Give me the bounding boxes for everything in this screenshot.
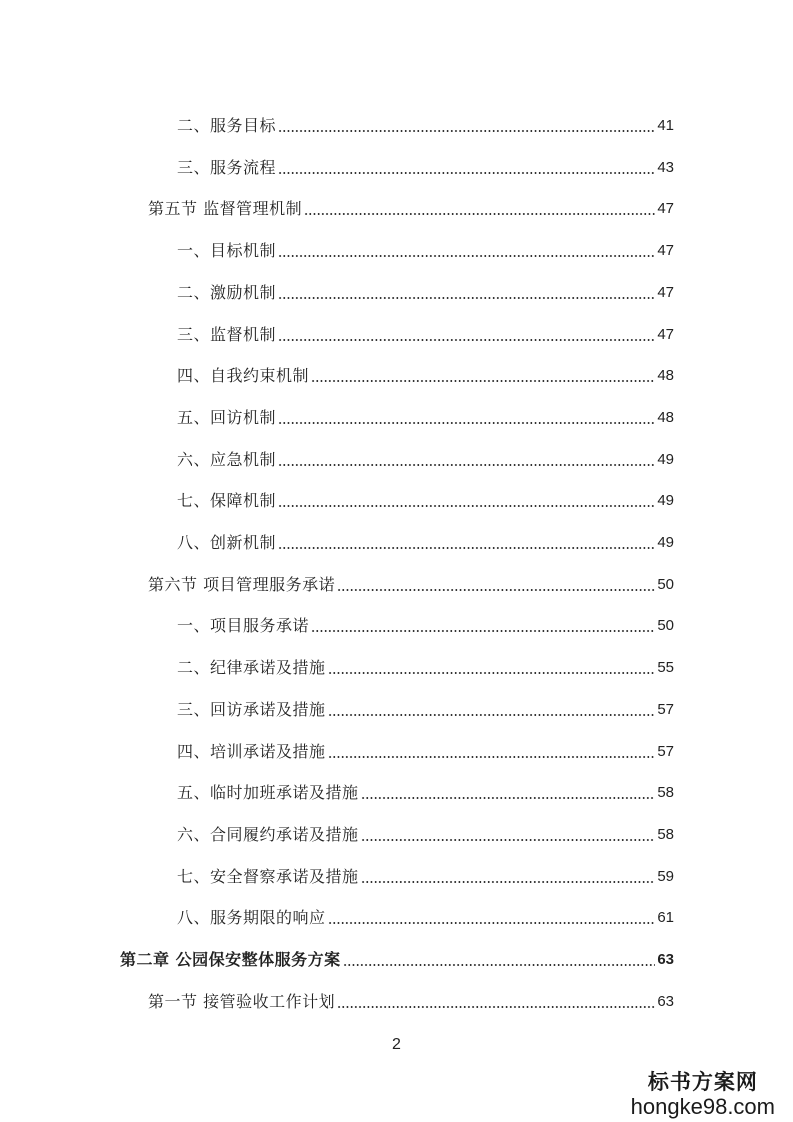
toc-entry-title: 四、培训承诺及措施	[177, 741, 326, 761]
toc-entry-title: 第六节 项目管理服务承诺	[148, 574, 336, 594]
toc-entry-page: 55	[657, 659, 674, 677]
toc-entry-title: 第五节 监督管理机制	[148, 199, 303, 219]
toc-dot-leader	[278, 297, 655, 299]
toc-dot-leader	[361, 839, 656, 841]
toc-entry[interactable]	[177, 138, 674, 178]
toc-entry-title: 三、服务流程	[177, 157, 277, 177]
toc-dot-leader	[361, 881, 656, 883]
toc-entry-page: 43	[657, 158, 674, 176]
toc-dot-leader	[278, 255, 655, 257]
toc-entry-page: 47	[657, 325, 674, 343]
toc-entry-page: 49	[657, 534, 674, 551]
toc-entry[interactable]	[177, 805, 674, 845]
toc-dot-leader	[278, 505, 655, 507]
toc-entry-title: 五、回访机制	[177, 407, 277, 427]
toc-entry[interactable]	[177, 680, 674, 720]
toc-entry-page: 47	[657, 200, 674, 218]
toc-dot-leader	[337, 1006, 655, 1008]
toc-entry-title: 二、纪律承诺及措施	[177, 658, 326, 678]
toc-entry[interactable]	[177, 96, 674, 136]
toc-entry-title: 第二章 公园保安整体服务方案	[120, 950, 341, 969]
toc-dot-leader	[361, 797, 656, 799]
toc-dot-leader	[311, 630, 655, 632]
toc-entry-page: 58	[657, 784, 674, 802]
toc-entry-title: 八、创新机制	[177, 533, 277, 552]
toc-entry-title: 七、保障机制	[177, 491, 277, 511]
toc-entry-title: 一、目标机制	[177, 241, 277, 261]
toc-dot-leader	[278, 339, 655, 341]
toc-entry[interactable]	[148, 972, 674, 1012]
toc-entry[interactable]	[148, 179, 674, 219]
toc-entry-title: 二、服务目标	[177, 116, 277, 135]
toc-entry[interactable]	[177, 763, 674, 803]
toc-entry[interactable]	[177, 722, 674, 762]
toc-entry[interactable]	[177, 638, 674, 678]
toc-entry[interactable]	[177, 888, 674, 928]
toc-entry-title: 四、自我约束机制	[177, 366, 310, 386]
toc-dot-leader	[278, 172, 655, 174]
toc-entry[interactable]	[177, 221, 674, 261]
watermark	[631, 1066, 775, 1118]
toc-dot-leader	[278, 422, 655, 424]
toc-dot-leader	[278, 464, 655, 466]
toc-dot-leader	[278, 130, 655, 132]
watermark-title: 标书方案网	[647, 1069, 758, 1094]
toc-entry-title: 一、项目服务承诺	[177, 616, 310, 636]
toc-entry-title: 三、监督机制	[177, 324, 277, 344]
toc-dot-leader	[304, 213, 655, 215]
toc-dot-leader	[311, 380, 655, 382]
toc-dot-leader	[343, 964, 656, 966]
toc-entry-page: 59	[657, 867, 674, 885]
toc-dot-leader	[278, 547, 655, 549]
toc-entry-title: 二、激励机制	[177, 282, 277, 302]
toc-entry-page: 61	[657, 909, 674, 927]
toc-entry[interactable]	[177, 471, 674, 511]
toc-entry-title: 三、回访承诺及措施	[177, 699, 326, 719]
toc-entry-page: 50	[657, 575, 674, 593]
toc-entry-title: 六、合同履约承诺及措施	[177, 824, 359, 844]
toc-entry-page: 48	[657, 367, 674, 385]
toc-entry-page: 49	[657, 492, 674, 510]
toc-entry-page: 57	[657, 742, 674, 760]
toc-entry-page: 49	[657, 450, 674, 468]
toc-entry-page: 58	[657, 825, 674, 843]
toc-entry[interactable]	[177, 513, 674, 553]
toc-entry-page: 41	[657, 117, 674, 134]
toc-entry[interactable]	[148, 555, 674, 595]
toc-entry-page: 63	[657, 992, 674, 1010]
toc-entry-title: 七、安全督察承诺及措施	[177, 866, 359, 886]
toc-dot-leader	[328, 672, 656, 674]
toc-dot-leader	[328, 756, 656, 758]
toc-entry[interactable]	[177, 388, 674, 428]
toc-entry-title: 八、服务期限的响应	[177, 908, 326, 928]
watermark-url: hongke98.com	[630, 1094, 775, 1119]
toc-entry[interactable]	[177, 430, 674, 470]
page-number: 2	[392, 1036, 401, 1053]
toc-entry-page: 57	[657, 700, 674, 718]
toc-entry-page: 63	[657, 951, 674, 968]
toc-entry[interactable]	[177, 263, 674, 303]
toc-entry-page: 50	[657, 617, 674, 635]
toc-entry-title: 五、临时加班承诺及措施	[177, 783, 359, 803]
toc-entry[interactable]	[120, 930, 674, 970]
toc-entry[interactable]	[177, 596, 674, 636]
toc-dot-leader	[328, 714, 656, 716]
toc-entry-page: 47	[657, 242, 674, 260]
toc-entry[interactable]	[177, 847, 674, 887]
toc-entry[interactable]	[177, 346, 674, 386]
toc-entry-title: 第一节 接管验收工作计划	[148, 991, 336, 1011]
toc-dot-leader	[337, 589, 655, 591]
toc-entry-page: 47	[657, 283, 674, 301]
toc-entry[interactable]	[177, 305, 674, 345]
toc-dot-leader	[328, 922, 656, 924]
toc-entry-title: 六、应急机制	[177, 449, 277, 469]
toc-entry-page: 48	[657, 408, 674, 426]
